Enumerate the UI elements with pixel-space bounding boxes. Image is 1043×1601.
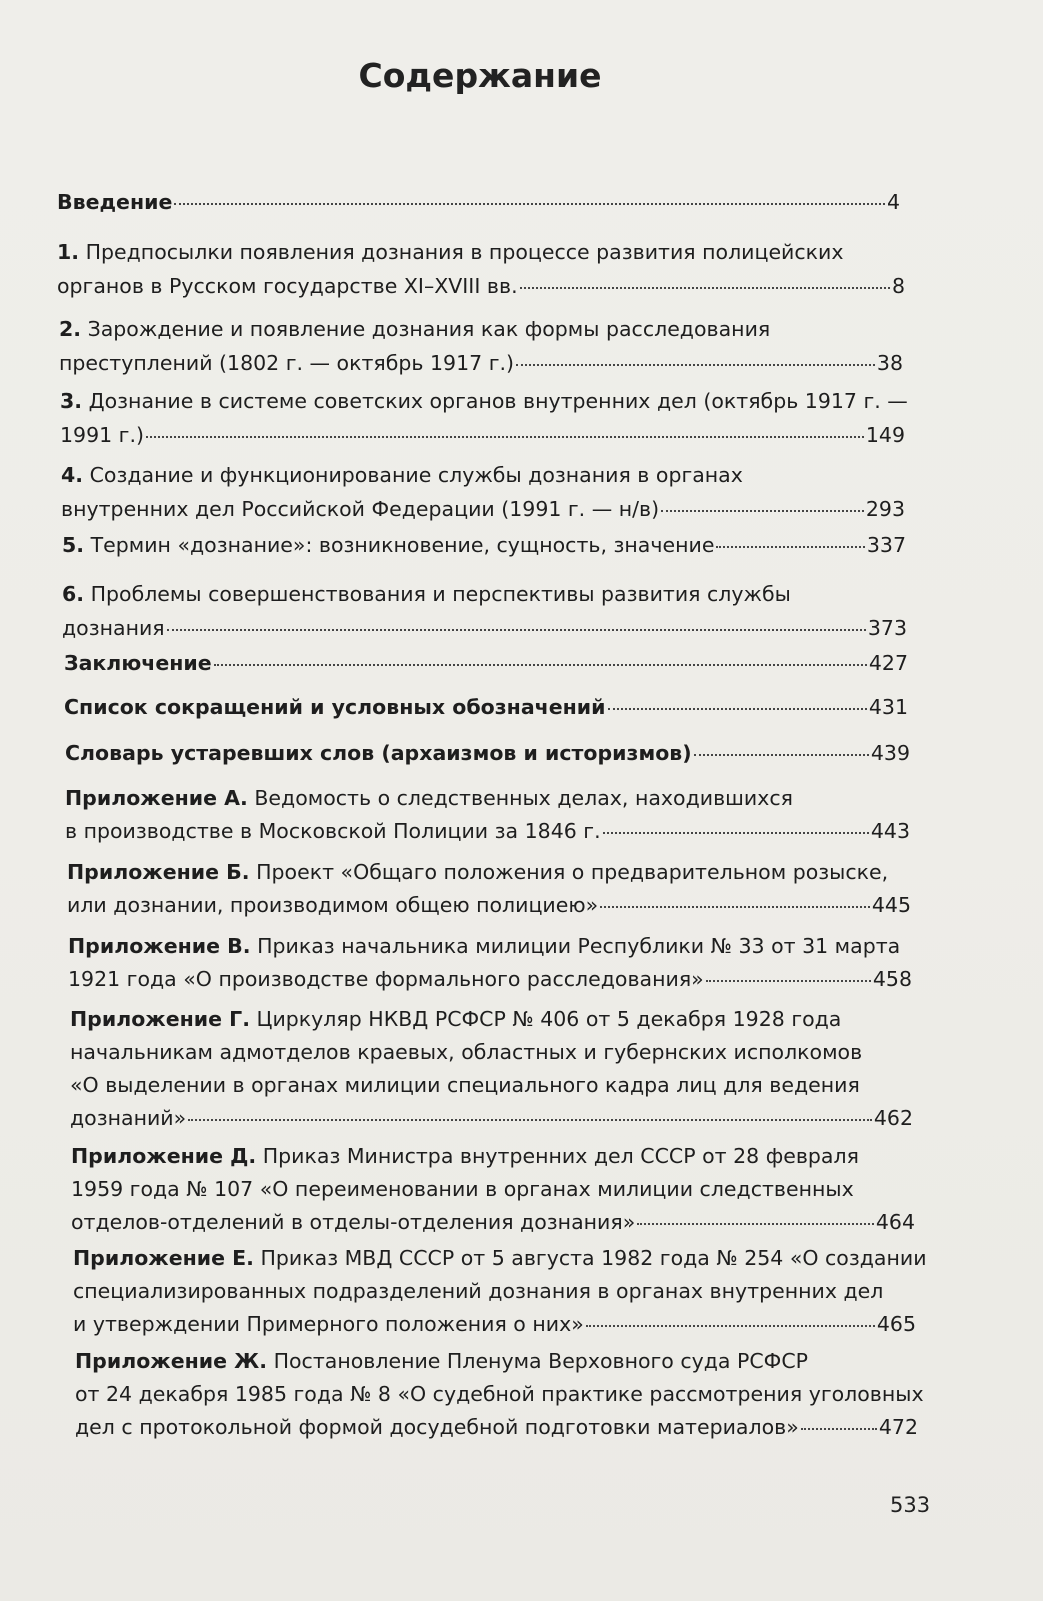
toc-entry-line bbox=[59, 312, 903, 346]
toc-page-number: 38 bbox=[876, 351, 903, 375]
dot-leader bbox=[516, 364, 875, 366]
toc-page-number: 443 bbox=[870, 819, 910, 843]
toc-entry-label: Приложение А. bbox=[65, 786, 248, 810]
dot-leader bbox=[603, 832, 869, 834]
toc-entry-text bbox=[57, 186, 172, 219]
toc-entry-text: Приказ МВД СССР от 5 августа 1982 года № 254 «О создании bbox=[260, 1246, 927, 1270]
dot-leader bbox=[520, 287, 890, 289]
toc-entry-text: внутренних дел Российской Федерации (1991 г. — н/в) bbox=[61, 497, 660, 521]
toc-page-number: 464 bbox=[875, 1210, 915, 1234]
toc-entry-line bbox=[61, 458, 905, 492]
toc-entry[interactable] bbox=[62, 528, 906, 562]
toc-entry[interactable] bbox=[75, 1345, 924, 1444]
toc-entry-label: Заключение bbox=[64, 651, 212, 675]
toc-entry-last-line bbox=[59, 346, 903, 380]
toc-entry-text: Предпосылки появления дознания в процессе развития полицейских bbox=[85, 240, 844, 264]
toc-entry[interactable] bbox=[59, 312, 903, 380]
toc-entry-line bbox=[75, 1345, 918, 1378]
toc-entry-line bbox=[73, 1242, 927, 1275]
toc-entry[interactable] bbox=[65, 736, 910, 770]
toc-entry[interactable] bbox=[73, 1242, 927, 1341]
toc-entry[interactable] bbox=[57, 235, 905, 303]
dot-leader bbox=[146, 436, 864, 438]
toc-entry[interactable] bbox=[68, 930, 912, 996]
toc-entry-line: от 24 декабря 1985 года № 8 «О судебной практике рассмотрения уголовных bbox=[75, 1382, 924, 1406]
toc-entry-text: Создание и функционирование службы дознания в органах bbox=[89, 463, 743, 487]
dot-leader bbox=[608, 708, 867, 710]
toc-entry-last-line bbox=[65, 815, 910, 848]
toc-page-number: 8 bbox=[891, 274, 905, 298]
toc-entry-line: 1959 года № 107 «О переименовании в органах милиции следственных bbox=[71, 1177, 854, 1201]
toc-entry-last-line bbox=[64, 646, 908, 680]
toc-entry-text: в производстве в Московской Полиции за 1846 г. bbox=[65, 819, 601, 843]
dot-leader bbox=[214, 664, 867, 666]
toc-entry-text: преступлений (1802 г. — октябрь 1917 г.) bbox=[59, 351, 514, 375]
toc-entry-label: Приложение Г. bbox=[70, 1007, 251, 1031]
toc-entry-last-line bbox=[65, 736, 910, 770]
toc-entry-line: специализированных подразделений дознания в органах внутренних дел bbox=[73, 1279, 884, 1303]
toc-entry-text: дел с протокольной формой досудебной подготовки материалов» bbox=[75, 1415, 799, 1439]
toc-page-number: 293 bbox=[865, 497, 905, 521]
toc-entry-line bbox=[70, 1003, 913, 1036]
toc-entry-label: 2. bbox=[59, 317, 82, 341]
toc-entry-label: Приложение Е. bbox=[73, 1246, 254, 1270]
toc-entry-text: 1921 года «О производстве формального расследования» bbox=[68, 967, 704, 991]
dot-leader bbox=[716, 546, 864, 548]
toc-entry-line: «О выделении в органах милиции специального кадра лиц для ведения bbox=[70, 1073, 860, 1097]
toc-page-number: 4 bbox=[886, 190, 900, 214]
toc-page-number: 431 bbox=[868, 695, 908, 719]
toc-entry-text: Дознание в системе советских органов внутренних дел (октябрь 1917 г. — bbox=[88, 389, 908, 413]
toc-entry-last-line bbox=[71, 1206, 915, 1239]
toc-entry-text bbox=[62, 528, 714, 562]
dot-leader bbox=[637, 1223, 874, 1225]
toc-entry-label: Приложение В. bbox=[68, 934, 251, 958]
toc-entry[interactable] bbox=[62, 577, 907, 645]
toc-entry-line bbox=[62, 577, 907, 611]
toc-entry-line bbox=[65, 782, 910, 815]
dot-leader bbox=[706, 980, 871, 982]
toc-page-number: 373 bbox=[867, 616, 907, 640]
toc-entry-last-line bbox=[70, 1102, 913, 1135]
toc-entry-text: Зарождение и появление дознания как формы расследования bbox=[87, 317, 771, 341]
toc-entry-label: 3. bbox=[60, 389, 83, 413]
toc-page-number: 445 bbox=[871, 893, 911, 917]
toc-entry-last-line bbox=[68, 963, 912, 996]
toc-entry-label: 5. bbox=[62, 533, 85, 557]
toc-entry-label: Приложение Б. bbox=[67, 860, 250, 884]
toc-entry[interactable] bbox=[61, 458, 905, 526]
toc-entry-text: Приказ Министра внутренних дел СССР от 28 февраля bbox=[262, 1144, 859, 1168]
toc-entry-label: 1. bbox=[57, 240, 80, 264]
dot-leader bbox=[694, 754, 869, 756]
toc-entry-last-line bbox=[64, 690, 908, 724]
toc-entry[interactable] bbox=[70, 1003, 913, 1135]
toc-page-number: 458 bbox=[872, 967, 912, 991]
toc-entry-line bbox=[71, 1140, 915, 1173]
toc-entry-line bbox=[60, 384, 908, 418]
toc-entry-text: дознаний» bbox=[70, 1106, 187, 1130]
dot-leader bbox=[174, 203, 885, 205]
dot-leader bbox=[167, 629, 866, 631]
toc-entry-label: Введение bbox=[57, 190, 173, 214]
toc-page-number: 465 bbox=[876, 1312, 916, 1336]
toc-page-number: 337 bbox=[866, 533, 906, 557]
toc-entry-text: Проблемы совершенствования и перспективы развития службы bbox=[90, 582, 791, 606]
toc-entry-last-line bbox=[67, 889, 911, 922]
toc-entry-line: начальникам адмотделов краевых, областных и губернских исполкомов bbox=[70, 1040, 863, 1064]
toc-entry[interactable] bbox=[57, 186, 900, 219]
toc-entry[interactable] bbox=[67, 856, 911, 922]
toc-entry-label: Приложение Д. bbox=[71, 1144, 257, 1168]
toc-entry-last-line bbox=[57, 186, 900, 219]
toc-page-number: 439 bbox=[870, 741, 910, 765]
toc-entry-label: 6. bbox=[62, 582, 85, 606]
dot-leader bbox=[586, 1325, 875, 1327]
toc-entry-text: Термин «дознание»: возникновение, сущность, значение bbox=[90, 533, 715, 557]
toc-entry-last-line bbox=[73, 1308, 916, 1341]
toc-entry-last-line bbox=[61, 492, 905, 526]
toc-entry-line bbox=[68, 930, 912, 963]
toc-entry-text: Циркуляр НКВД РСФСР № 406 от 5 декабря 1928 года bbox=[256, 1007, 842, 1031]
toc-entry-last-line bbox=[60, 418, 905, 452]
toc-entry[interactable] bbox=[71, 1140, 915, 1239]
toc-entry-text: Ведомость о следственных делах, находившихся bbox=[254, 786, 793, 810]
toc-entry-text: дознания bbox=[62, 616, 165, 640]
toc-entry[interactable] bbox=[60, 384, 908, 452]
toc-entry[interactable] bbox=[64, 690, 908, 724]
toc-entry-text: и утверждении Примерного положения о них» bbox=[73, 1312, 584, 1336]
toc-entry-label: Приложение Ж. bbox=[75, 1349, 268, 1373]
toc-page-number: 472 bbox=[878, 1415, 918, 1439]
toc-entry-label: Словарь устаревших слов (архаизмов и историзмов) bbox=[65, 741, 692, 765]
toc-entry-label: 4. bbox=[61, 463, 84, 487]
dot-leader bbox=[661, 510, 864, 512]
dot-leader bbox=[600, 906, 870, 908]
toc-entry-text: Постановление Пленума Верховного суда РСФСР bbox=[273, 1349, 809, 1373]
toc-entry-text: Проект «Общаго положения о предварительном розыске, bbox=[256, 860, 889, 884]
toc-page-number: 462 bbox=[873, 1106, 913, 1130]
toc-entry-line bbox=[67, 856, 911, 889]
page-title: Содержание bbox=[358, 56, 602, 95]
toc-entry-text: Приказ начальника милиции Республики № 33 от 31 марта bbox=[257, 934, 901, 958]
toc-entry-text bbox=[64, 690, 606, 724]
toc-entry[interactable] bbox=[65, 782, 910, 848]
toc-entry-last-line bbox=[62, 611, 907, 645]
toc-page-number: 149 bbox=[865, 423, 905, 447]
toc-entry-text: органов в Русском государстве XI–XVIII вв. bbox=[57, 274, 518, 298]
toc-entry-text bbox=[65, 736, 692, 770]
toc-entry-last-line bbox=[75, 1411, 918, 1444]
toc-entry-text: отделов-отделений в отделы-отделения дознания» bbox=[71, 1210, 636, 1234]
toc-entry-last-line bbox=[57, 269, 905, 303]
page-number: 533 bbox=[890, 1493, 931, 1517]
toc-entry[interactable] bbox=[64, 646, 908, 680]
toc-entry-line bbox=[57, 235, 905, 269]
toc-entry-label: Список сокращений и условных обозначений bbox=[64, 695, 606, 719]
toc-entry-text: 1991 г.) bbox=[60, 423, 144, 447]
dot-leader bbox=[188, 1119, 872, 1121]
dot-leader bbox=[801, 1428, 877, 1430]
toc-page-number: 427 bbox=[868, 651, 908, 675]
toc-entry-last-line bbox=[62, 528, 906, 562]
toc-entry-text: или дознании, производимом общею полициею» bbox=[67, 893, 599, 917]
toc-entry-text bbox=[64, 646, 212, 680]
